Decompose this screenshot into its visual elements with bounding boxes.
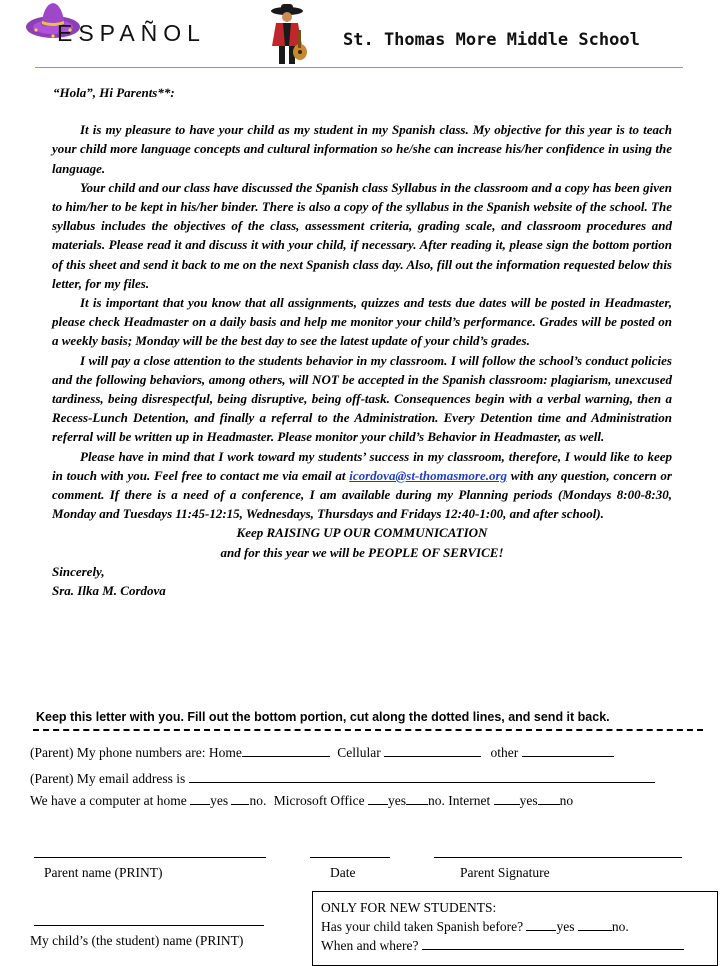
computer-yes-field[interactable] — [190, 792, 210, 805]
phone-row — [30, 744, 614, 761]
student-name-line[interactable] — [34, 925, 264, 926]
email-field[interactable] — [189, 770, 655, 783]
computer-yes-label: yes — [210, 793, 229, 808]
letter-body — [52, 83, 672, 600]
email-label: (Parent) My email address is — [30, 771, 186, 786]
school-name: St. Thomas More Middle School — [343, 30, 640, 50]
paragraph-5-end: with any question, concern or comment. If there is a need of a conference, I am available during my Planning periods (Mondays 8:00-8:30, Monday and Tuesdays 11:45-12:15, Wednesdays, Thursdays and Fridays 12:40-1:00, and after school). — [52, 467, 672, 522]
when-where-question: When and where? — [321, 938, 419, 953]
email-row — [30, 770, 655, 787]
internet-no-field[interactable] — [538, 792, 560, 805]
home-phone-field[interactable] — [242, 744, 330, 757]
computer-no-label: no. — [249, 793, 267, 808]
student-name-caption: My child’s (the student) name (PRINT) — [30, 933, 244, 948]
spanish-before-row — [321, 917, 709, 936]
cut-notice: Keep this letter with you. Fill out the bottom portion, cut along the dotted lines, and send it back. — [36, 710, 610, 724]
paragraph-5 — [52, 447, 672, 524]
date-line[interactable] — [310, 857, 390, 858]
teacher-signature: Sra. Ilka M. Cordova — [52, 583, 166, 599]
cellular-label: Cellular — [337, 745, 381, 760]
date-caption: Date — [330, 865, 356, 880]
phone-label: (Parent) My phone numbers are: Home — [30, 745, 242, 760]
paragraph-4: I will pay a close attention to the students behavior in my classroom. I will follow the school’s conduct policies and the following behaviors, among others, will NOT be accepted in the Spanish classroom: plagiarism, unexcused tardiness, being disrespectful, being disruptive, being off-task. Consequences begin with a verbal warning, then a Recess-Lunch Detention, and finally a referral to the Administration. Every Detention time and Administration referral will be written up in Headmaster. Please monitor your child’s Behavior in Headmaster, as well. — [52, 352, 672, 445]
paragraph-5-start: Please have in mind that I work toward my students’ success in my classroom, therefore, I would like to keep in touch with you. Feel free to contact me via email at — [52, 448, 672, 483]
other-label: other — [490, 745, 519, 760]
parent-name-caption: Parent name (PRINT) — [44, 865, 163, 880]
paragraph-3: It is important that you know that all assignments, quizzes and tests due dates will be posted in Headmaster, please check Headmaster on a daily basis and help me monitor your child’s performance. Grades will be posted on a weekly basis; Monday will be the best day to see the latest update of your child’s grades. — [52, 295, 672, 349]
logo-text: ESPAÑOL — [57, 20, 206, 46]
spanish-before-no-field[interactable] — [578, 918, 612, 931]
parent-name-line[interactable] — [34, 857, 266, 858]
computer-no-field[interactable] — [231, 792, 249, 805]
office-no-field[interactable] — [406, 792, 428, 805]
spanish-before-no-label: no. — [611, 919, 629, 934]
signature-caption: Parent Signature — [460, 865, 550, 880]
motto-line-2: and for this year we will be PEOPLE OF SERVICE! — [220, 544, 504, 560]
when-where-field[interactable] — [422, 937, 684, 950]
internet-yes-field[interactable] — [494, 792, 520, 805]
closing: Sincerely, — [52, 563, 105, 579]
computer-row — [30, 792, 573, 809]
paragraph-2: Your child and our class have discussed the Spanish class Syllabus in the classroom and a copy has been given to him/her to be kept in his/her binder. There is also a copy of the syllabus in the Spanish website of the school. The syllabus includes the objectives of the class, assessment criteria, grading scale, and classroom procedures and materials. Please read it and discuss it with your child, if necessary. After reading it, please sign the bottom portion of this sheet and send it back to me on the next Spanish class day. Also, fill out the information requested below this letter, for my files. — [52, 179, 672, 291]
new-students-title: ONLY FOR NEW STUDENTS: — [321, 900, 497, 915]
greeting: “Hola”, Hi Parents**: — [53, 85, 175, 100]
cell-phone-field[interactable] — [384, 744, 481, 757]
paragraph-1: It is my pleasure to have your child as my student in my Spanish class. My objective for this year is to teach your child more language concepts and cultural information so he/she can increase his/her confidence in using the language. — [52, 122, 672, 176]
when-where-row — [321, 936, 709, 955]
computer-label: We have a computer at home — [30, 793, 187, 808]
internet-yes-label: yes — [519, 793, 538, 808]
email-link[interactable]: icordova@st-thomasmore.org — [349, 467, 508, 483]
internet-no-label: no — [559, 793, 574, 808]
office-no-label: no. — [427, 793, 445, 808]
internet-label: Internet — [448, 793, 491, 808]
motto-line-1: Keep RAISING UP OUR COMMUNICATION — [236, 525, 488, 541]
office-label: Microsoft Office — [273, 793, 365, 808]
new-students-box — [312, 891, 718, 966]
signature-line[interactable] — [434, 857, 682, 858]
spanish-before-yes-label: yes — [556, 919, 575, 934]
header-divider — [35, 67, 683, 68]
other-phone-field[interactable] — [522, 744, 614, 757]
mariachi-icon — [258, 2, 316, 68]
spanish-before-question: Has your child taken Spanish before? — [321, 919, 524, 934]
office-yes-label: yes — [387, 793, 406, 808]
office-yes-field[interactable] — [368, 792, 388, 805]
spanish-before-yes-field[interactable] — [526, 918, 556, 931]
cut-line — [33, 729, 703, 731]
